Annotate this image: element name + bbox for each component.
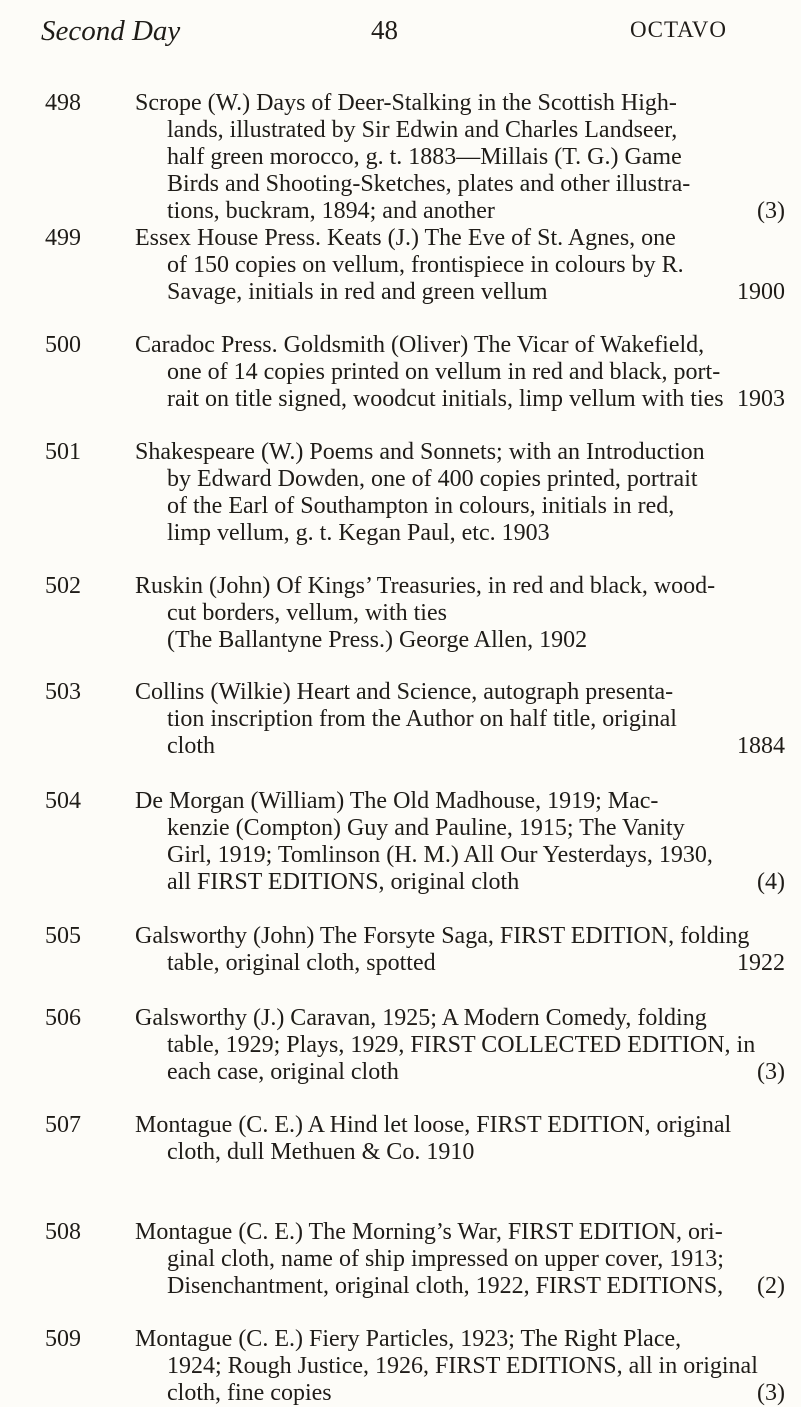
description-line: ginal cloth, name of ship impressed on upper cover, 1913; <box>167 1246 724 1272</box>
description-line: tions, buckram, 1894; and another (3) <box>167 198 785 224</box>
description-line: table, 1929; Plays, 1929, FIRST COLLECTED EDITION, in <box>167 1032 756 1058</box>
lot-number: 502 <box>45 573 81 599</box>
lot-description <box>135 923 785 977</box>
lot-end-note: 1922 <box>737 950 785 976</box>
lot-number: 504 <box>45 788 81 814</box>
description-line: cloth 1884 <box>167 733 785 759</box>
description-line: all FIRST EDITIONS, original cloth (4) <box>167 869 785 895</box>
description-line: Essex House Press. Keats (J.) The Eve of St. Agnes, one <box>135 225 676 251</box>
lot-number: 498 <box>45 90 81 116</box>
page-header <box>0 0 801 70</box>
description-line: each case, original cloth (3) <box>167 1059 785 1085</box>
lot-end-note: (4) <box>757 869 785 895</box>
description-line: table, original cloth, spotted 1922 <box>167 950 785 976</box>
lot-description <box>135 1112 785 1166</box>
description-line: De Morgan (William) The Old Madhouse, 1919; Mac- <box>135 788 659 814</box>
description-line: cloth, dull Methuen & Co. 1910 <box>167 1139 475 1165</box>
description-line: rait on title signed, woodcut initials, limp vellum with ties 1903 <box>167 386 785 412</box>
description-line: tion inscription from the Author on half title, original <box>167 706 677 732</box>
lot-end-note: (3) <box>757 1380 785 1406</box>
lot-description <box>135 1326 785 1407</box>
lot-description <box>135 1005 785 1086</box>
description-line: of the Earl of Southampton in colours, initials in red, <box>167 493 675 519</box>
lot-number: 505 <box>45 923 81 949</box>
description-line: Montague (C. E.) A Hind let loose, FIRST EDITION, original <box>135 1112 732 1138</box>
lot-description <box>135 225 785 306</box>
lot-description <box>135 439 785 547</box>
description-line: 1924; Rough Justice, 1926, FIRST EDITIONS, all in original <box>167 1353 758 1379</box>
description-line: Disenchantment, original cloth, 1922, FIRST EDITIONS, (2) <box>167 1273 785 1299</box>
lot-number: 499 <box>45 225 81 251</box>
lot-end-note: (3) <box>757 198 785 224</box>
description-line: limp vellum, g. t. Kegan Paul, etc. 1903 <box>167 520 550 546</box>
lot-number: 506 <box>45 1005 81 1031</box>
description-line: Montague (C. E.) The Morning’s War, FIRST EDITION, ori- <box>135 1219 723 1245</box>
lot-number: 501 <box>45 439 81 465</box>
description-line: Shakespeare (W.) Poems and Sonnets; with an Introduction <box>135 439 705 465</box>
description-line: cloth, fine copies (3) <box>167 1380 785 1406</box>
lot-description <box>135 679 785 760</box>
description-line: lands, illustrated by Sir Edwin and Charles Landseer, <box>167 117 678 143</box>
description-line: kenzie (Compton) Guy and Pauline, 1915; The Vanity <box>167 815 685 841</box>
description-line: Scrope (W.) Days of Deer-Stalking in the Scottish High- <box>135 90 677 116</box>
format-heading: OCTAVO <box>630 17 728 42</box>
lot-end-note: 1900 <box>737 279 785 305</box>
lot-description <box>135 332 785 413</box>
description-line: Montague (C. E.) Fiery Particles, 1923; The Right Place, <box>135 1326 682 1352</box>
description-line: half green morocco, g. t. 1883—Millais (T. G.) Game <box>167 144 682 170</box>
description-line: Girl, 1919; Tomlinson (H. M.) All Our Yesterdays, 1930, <box>167 842 713 868</box>
description-line: Collins (Wilkie) Heart and Science, autograph presenta- <box>135 679 674 705</box>
lot-number: 503 <box>45 679 81 705</box>
description-line: Ruskin (John) Of Kings’ Treasuries, in red and black, wood- <box>135 573 716 599</box>
description-line: (The Ballantyne Press.) George Allen, 1902 <box>167 627 588 653</box>
description-line: Galsworthy (J.) Caravan, 1925; A Modern Comedy, folding <box>135 1005 707 1031</box>
description-line: Savage, initials in red and green vellum 1900 <box>167 279 785 305</box>
description-line: Birds and Shooting-Sketches, plates and other illustra- <box>167 171 691 197</box>
description-line: Caradoc Press. Goldsmith (Oliver) The Vicar of Wakefield, <box>135 332 705 358</box>
lot-number: 507 <box>45 1112 81 1138</box>
lot-end-note: 1903 <box>737 386 785 412</box>
lot-description <box>135 90 785 225</box>
description-line: of 150 copies on vellum, frontispiece in colours by R. <box>167 252 684 278</box>
description-line: Galsworthy (John) The Forsyte Saga, FIRST EDITION, folding <box>135 923 750 949</box>
lot-number: 508 <box>45 1219 81 1245</box>
description-line: cut borders, vellum, with ties <box>167 600 447 626</box>
lot-number: 500 <box>45 332 81 358</box>
lot-description <box>135 573 785 654</box>
description-line: by Edward Dowden, one of 400 copies printed, portrait <box>167 466 698 492</box>
lot-description <box>135 1219 785 1300</box>
lot-end-note: (3) <box>757 1059 785 1085</box>
lot-description <box>135 788 785 896</box>
section-title: Second Day <box>41 15 181 47</box>
lot-number: 509 <box>45 1326 81 1352</box>
description-line: one of 14 copies printed on vellum in red and black, port- <box>167 359 721 385</box>
lot-end-note: (2) <box>757 1273 785 1299</box>
page-number: 48 <box>371 15 398 45</box>
lot-end-note: 1884 <box>737 733 785 759</box>
